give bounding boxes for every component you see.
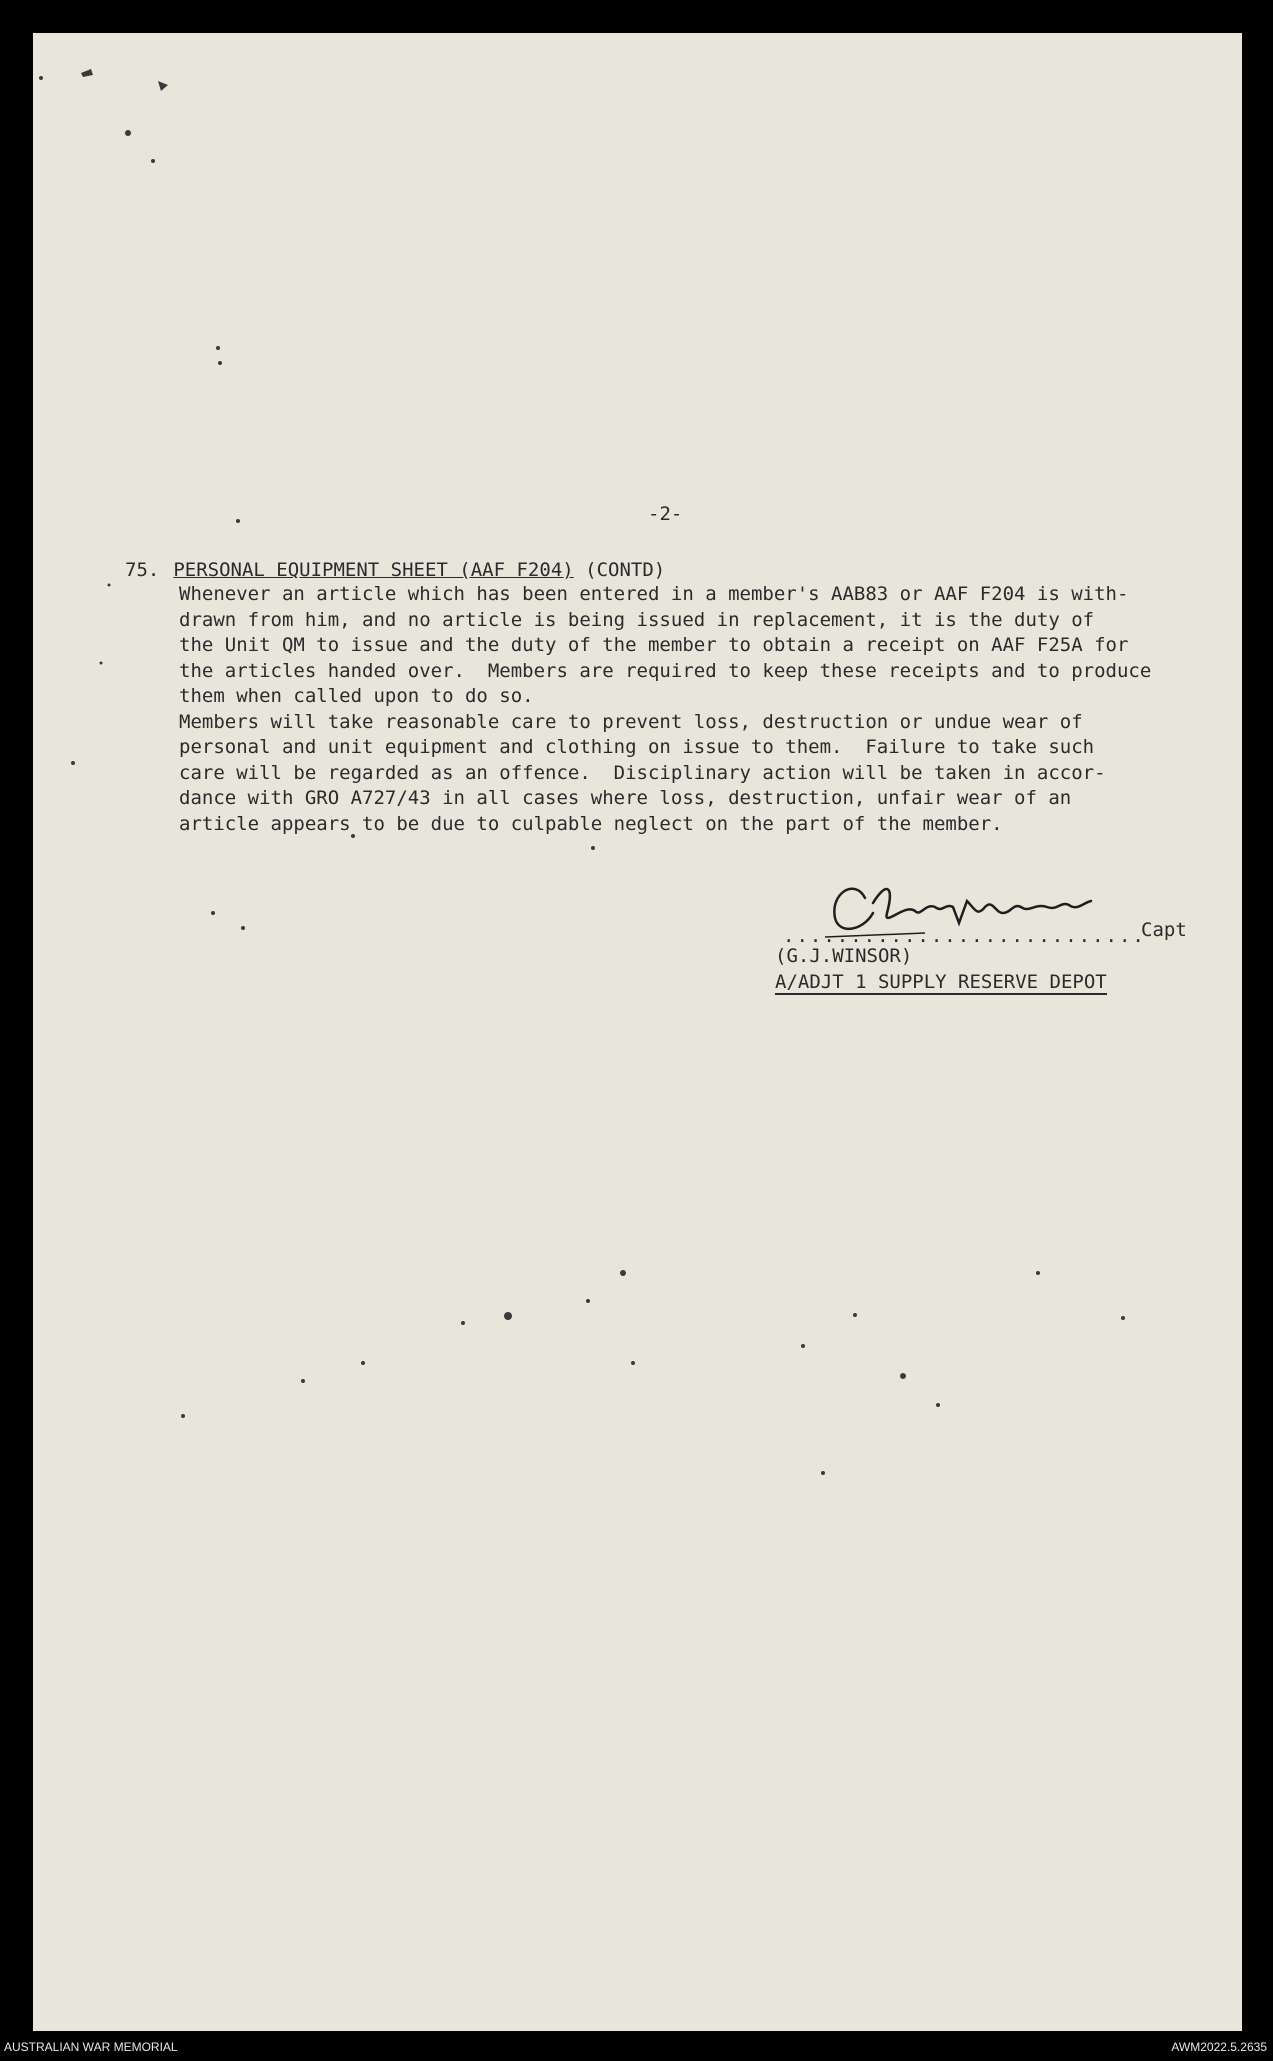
page-number: -2- — [648, 503, 683, 525]
body-line: personal and unit equipment and clothing on issue to them. Failure to take such — [179, 736, 1095, 758]
section-title: PERSONAL EQUIPMENT SHEET (AAF F204) — [173, 559, 574, 581]
body-line: them when called upon to do so. — [179, 685, 534, 707]
signatory-appointment: A/ADJT 1 SUPPLY RESERVE DEPOT — [775, 971, 1107, 993]
body-line: Members will take reasonable care to prevent loss, destruction or undue wear of — [179, 710, 1083, 733]
body-line: the Unit QM to issue and the duty of the member to obtain a receipt on AAF F25A for — [179, 634, 1129, 656]
document-page — [33, 33, 1242, 2031]
signature-block — [773, 873, 1203, 1003]
footer-reference: AWM2022.5.2635 — [1171, 2040, 1267, 2054]
body-line: drawn from him, and no article is being issued in replacement, it is the duty of — [179, 608, 1095, 631]
signatory-rank: Capt — [1141, 919, 1187, 941]
body-line: dance with GRO A727/43 in all cases where loss, destruction, unfair wear of an — [179, 787, 1072, 809]
section-suffix: (CONTD) — [585, 559, 666, 581]
signature-dots: ........................... — [783, 925, 1146, 947]
body-line: Whenever an article which has been entered in a member's AAB83 or AAF F204 is with- — [179, 583, 1129, 605]
section-heading — [125, 559, 665, 581]
paper-marks — [33, 33, 1242, 2031]
section-body — [179, 582, 1259, 837]
section-number: 75. — [125, 559, 160, 581]
signatory-name: (G.J.WINSOR) — [775, 945, 913, 967]
body-line: the articles handed over. Members are required to keep these receipts and to produce — [179, 659, 1152, 682]
body-line: article appears to be due to culpable neglect on the part of the member. — [179, 812, 1003, 835]
body-line: care will be regarded as an offence. Disciplinary action will be taken in accor- — [179, 761, 1106, 784]
footer-credit: AUSTRALIAN WAR MEMORIAL — [4, 2040, 178, 2054]
